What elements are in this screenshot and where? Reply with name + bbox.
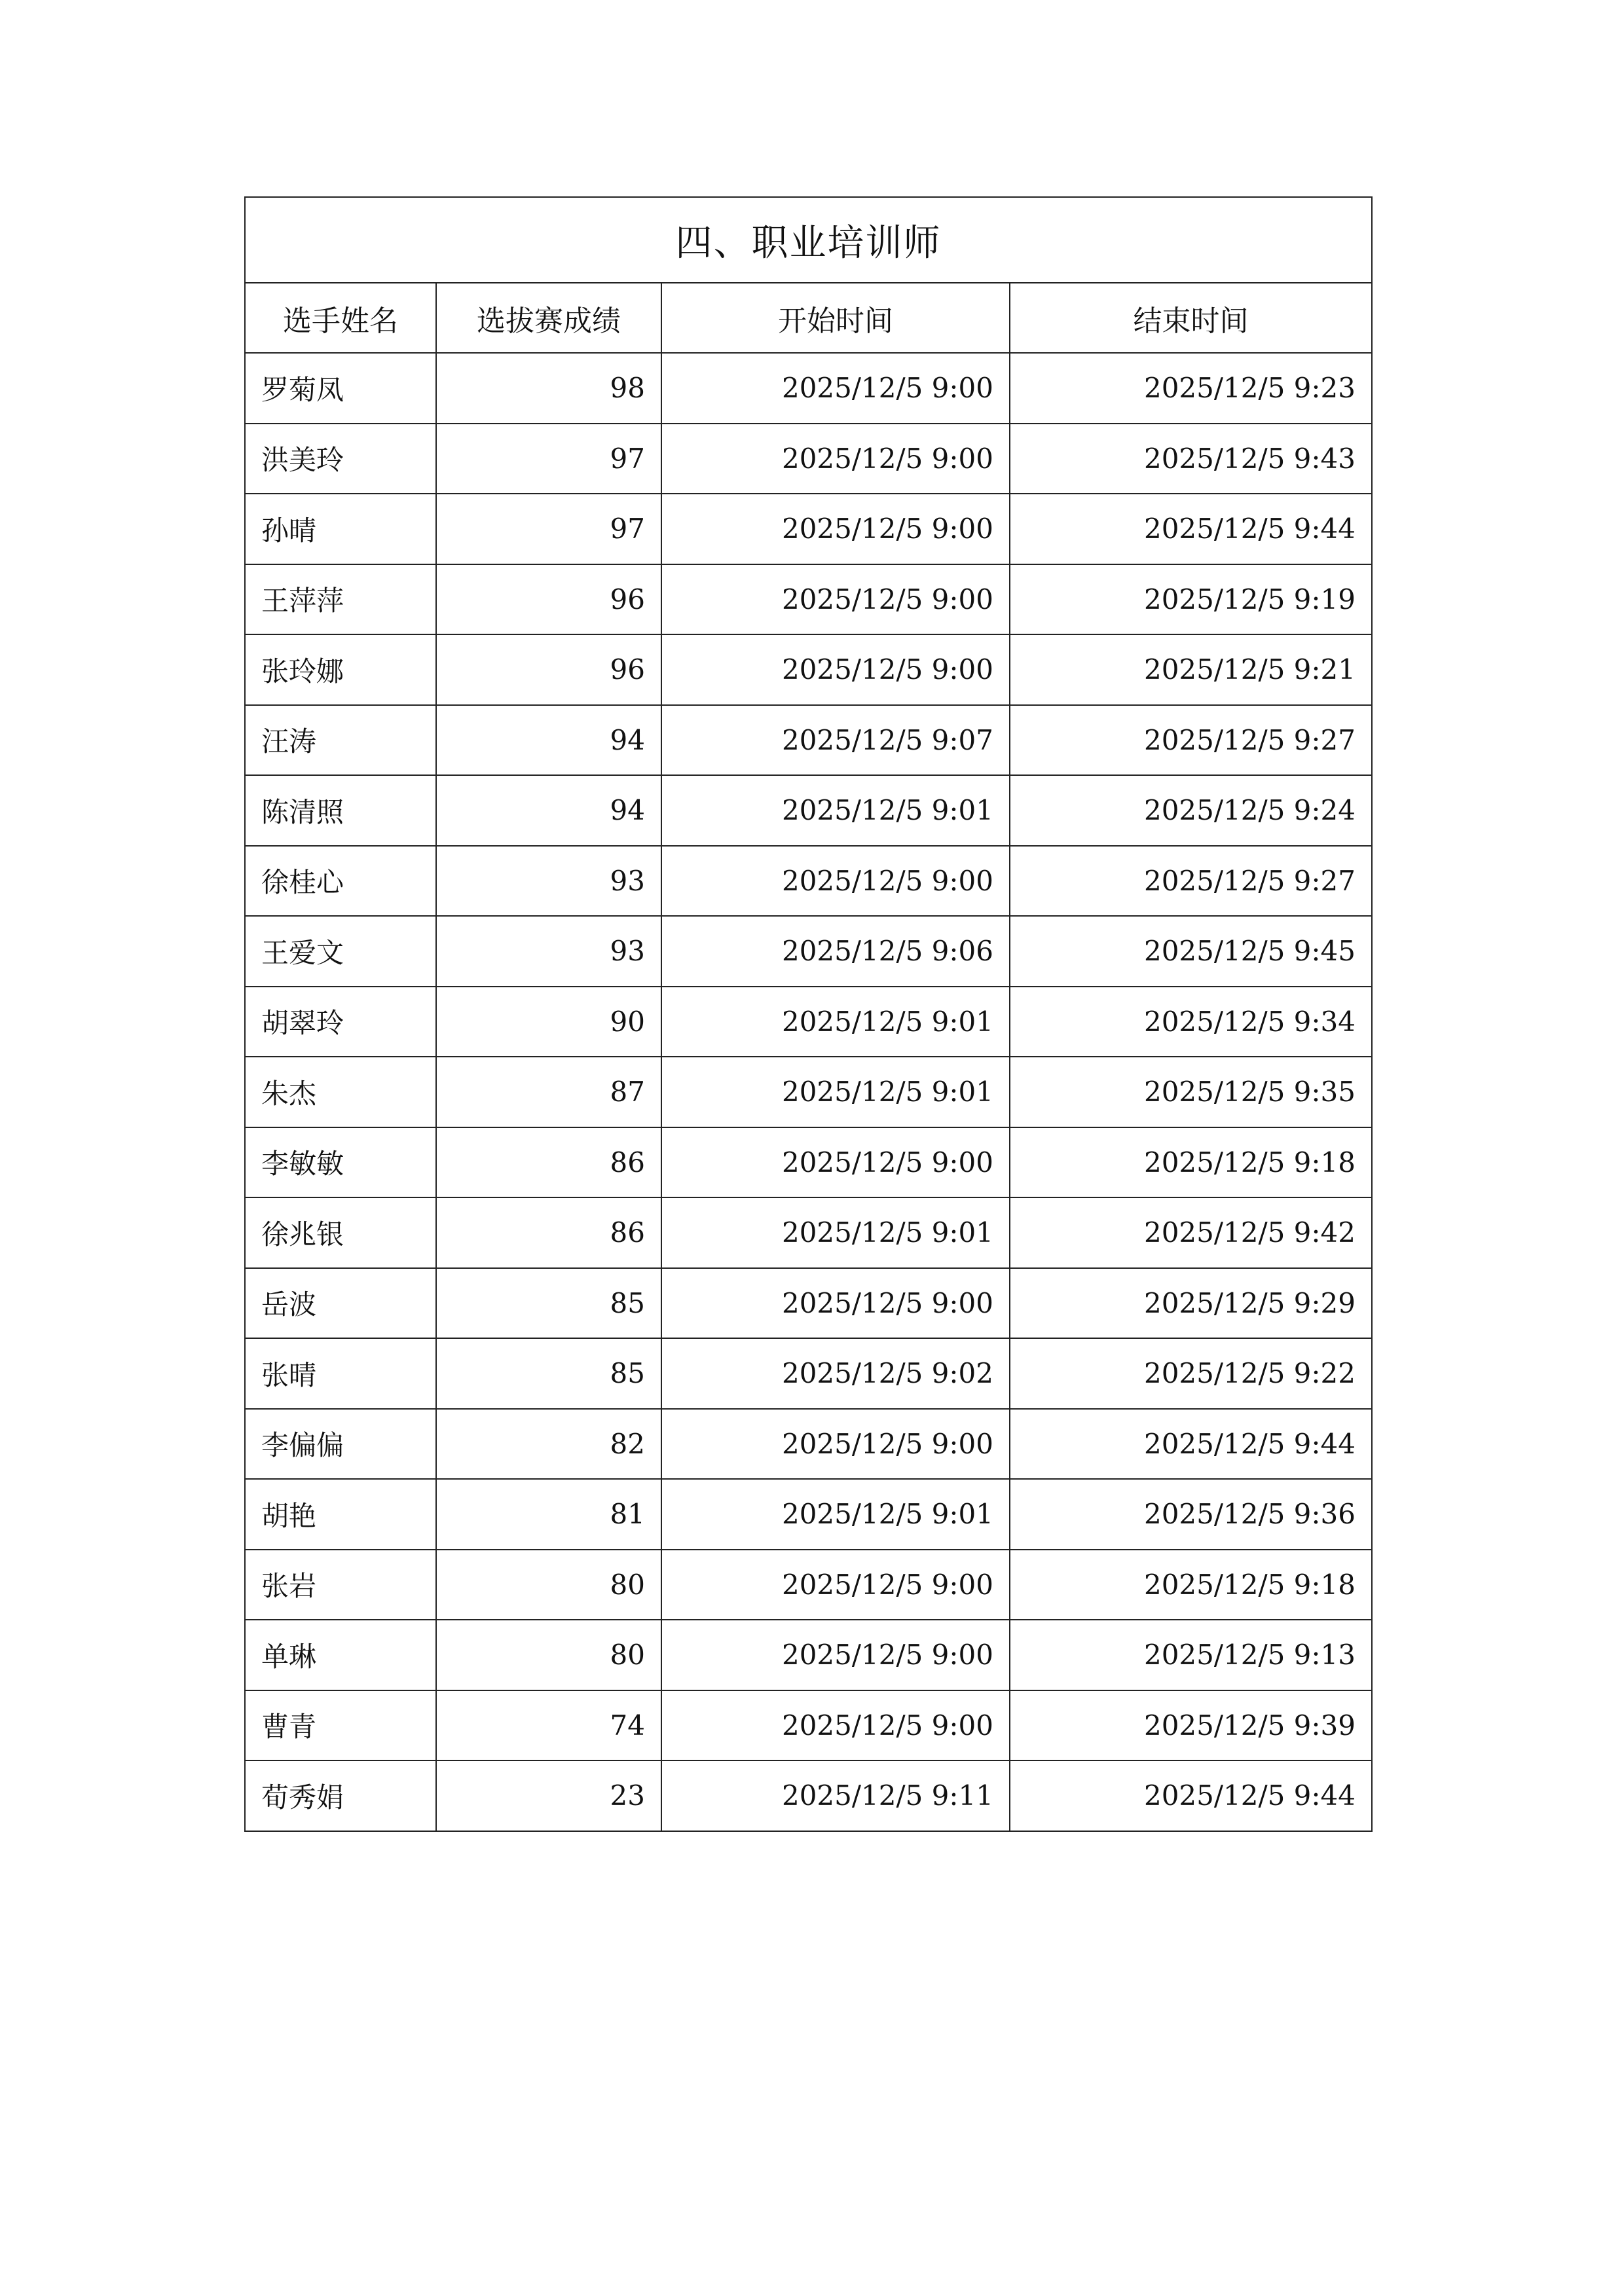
table-row: [245, 846, 1372, 917]
selection-score-cell: 87: [436, 1057, 661, 1127]
selection-score-cell: 80: [436, 1550, 661, 1620]
selection-score-cell: 85: [436, 1338, 661, 1409]
start-time-cell: 2025/12/5 9:00: [661, 1127, 1010, 1198]
table-row: [245, 705, 1372, 776]
end-time-cell: 2025/12/5 9:44: [1010, 494, 1372, 564]
contestant-name-cell: 张玲娜: [245, 634, 436, 705]
table-row: [245, 1409, 1372, 1480]
end-time-cell: 2025/12/5 9:19: [1010, 564, 1372, 635]
start-time-cell: 2025/12/5 9:01: [661, 1057, 1010, 1127]
table-row: [245, 1197, 1372, 1268]
start-time-cell: 2025/12/5 9:00: [661, 494, 1010, 564]
end-time-cell: 2025/12/5 9:36: [1010, 1479, 1372, 1550]
contestant-name-cell: 洪美玲: [245, 424, 436, 494]
selection-score-cell: 98: [436, 353, 661, 424]
contestant-name-cell: 陈清照: [245, 775, 436, 846]
contestant-name-cell: 李敏敏: [245, 1127, 436, 1198]
header-start-time: 开始时间: [661, 283, 1010, 353]
start-time-cell: 2025/12/5 9:02: [661, 1338, 1010, 1409]
contestant-name-cell: 朱杰: [245, 1057, 436, 1127]
header-name: 选手姓名: [245, 283, 436, 353]
table-row: [245, 1057, 1372, 1127]
table-body: [245, 353, 1372, 1831]
end-time-cell: 2025/12/5 9:27: [1010, 705, 1372, 776]
selection-score-cell: 86: [436, 1127, 661, 1198]
contestant-name-cell: 罗菊凤: [245, 353, 436, 424]
start-time-cell: 2025/12/5 9:00: [661, 564, 1010, 635]
contestant-name-cell: 王爱文: [245, 916, 436, 987]
end-time-cell: 2025/12/5 9:27: [1010, 846, 1372, 917]
end-time-cell: 2025/12/5 9:18: [1010, 1127, 1372, 1198]
end-time-cell: 2025/12/5 9:18: [1010, 1550, 1372, 1620]
start-time-cell: 2025/12/5 9:06: [661, 916, 1010, 987]
table-row: [245, 775, 1372, 846]
table-row: [245, 564, 1372, 635]
table-row: [245, 916, 1372, 987]
start-time-cell: 2025/12/5 9:00: [661, 424, 1010, 494]
start-time-cell: 2025/12/5 9:00: [661, 634, 1010, 705]
start-time-cell: 2025/12/5 9:01: [661, 1479, 1010, 1550]
selection-score-cell: 80: [436, 1620, 661, 1690]
table-row: [245, 987, 1372, 1057]
contestant-name-cell: 徐兆银: [245, 1197, 436, 1268]
start-time-cell: 2025/12/5 9:01: [661, 1197, 1010, 1268]
selection-score-cell: 74: [436, 1690, 661, 1761]
selection-score-cell: 86: [436, 1197, 661, 1268]
contestant-name-cell: 张晴: [245, 1338, 436, 1409]
contestant-name-cell: 李偏偏: [245, 1409, 436, 1480]
end-time-cell: 2025/12/5 9:34: [1010, 987, 1372, 1057]
end-time-cell: 2025/12/5 9:39: [1010, 1690, 1372, 1761]
contestant-name-cell: 单琳: [245, 1620, 436, 1690]
selection-score-cell: 97: [436, 494, 661, 564]
contestant-name-cell: 孙晴: [245, 494, 436, 564]
contestant-name-cell: 王萍萍: [245, 564, 436, 635]
table-row: [245, 1550, 1372, 1620]
title-row: [245, 197, 1372, 283]
selection-score-cell: 94: [436, 775, 661, 846]
end-time-cell: 2025/12/5 9:24: [1010, 775, 1372, 846]
contestant-name-cell: 张岩: [245, 1550, 436, 1620]
contestant-name-cell: 荀秀娟: [245, 1760, 436, 1831]
start-time-cell: 2025/12/5 9:00: [661, 353, 1010, 424]
selection-score-cell: 97: [436, 424, 661, 494]
contestant-name-cell: 胡翠玲: [245, 987, 436, 1057]
score-table: [244, 196, 1373, 1832]
table-row: [245, 1620, 1372, 1690]
table-row: [245, 1268, 1372, 1339]
contestant-name-cell: 汪涛: [245, 705, 436, 776]
table-row: [245, 1760, 1372, 1831]
selection-score-cell: 82: [436, 1409, 661, 1480]
table-row: [245, 1690, 1372, 1761]
table-row: [245, 1127, 1372, 1198]
start-time-cell: 2025/12/5 9:00: [661, 1409, 1010, 1480]
end-time-cell: 2025/12/5 9:43: [1010, 424, 1372, 494]
start-time-cell: 2025/12/5 9:11: [661, 1760, 1010, 1831]
start-time-cell: 2025/12/5 9:00: [661, 1268, 1010, 1339]
selection-score-cell: 90: [436, 987, 661, 1057]
contestant-name-cell: 胡艳: [245, 1479, 436, 1550]
start-time-cell: 2025/12/5 9:01: [661, 775, 1010, 846]
end-time-cell: 2025/12/5 9:44: [1010, 1409, 1372, 1480]
end-time-cell: 2025/12/5 9:22: [1010, 1338, 1372, 1409]
table-row: [245, 424, 1372, 494]
selection-score-cell: 81: [436, 1479, 661, 1550]
end-time-cell: 2025/12/5 9:42: [1010, 1197, 1372, 1268]
start-time-cell: 2025/12/5 9:01: [661, 987, 1010, 1057]
start-time-cell: 2025/12/5 9:07: [661, 705, 1010, 776]
end-time-cell: 2025/12/5 9:21: [1010, 634, 1372, 705]
table-title: 四、职业培训师: [245, 197, 1372, 283]
selection-score-cell: 93: [436, 846, 661, 917]
table-row: [245, 1338, 1372, 1409]
selection-score-cell: 94: [436, 705, 661, 776]
selection-score-cell: 23: [436, 1760, 661, 1831]
start-time-cell: 2025/12/5 9:00: [661, 1550, 1010, 1620]
contestant-name-cell: 曹青: [245, 1690, 436, 1761]
start-time-cell: 2025/12/5 9:00: [661, 846, 1010, 917]
header-row: [245, 283, 1372, 353]
table-row: [245, 634, 1372, 705]
selection-score-cell: 96: [436, 564, 661, 635]
end-time-cell: 2025/12/5 9:29: [1010, 1268, 1372, 1339]
contestant-name-cell: 岳波: [245, 1268, 436, 1339]
end-time-cell: 2025/12/5 9:44: [1010, 1760, 1372, 1831]
end-time-cell: 2025/12/5 9:13: [1010, 1620, 1372, 1690]
start-time-cell: 2025/12/5 9:00: [661, 1690, 1010, 1761]
table-row: [245, 1479, 1372, 1550]
contestant-name-cell: 徐桂心: [245, 846, 436, 917]
header-score: 选拔赛成绩: [436, 283, 661, 353]
end-time-cell: 2025/12/5 9:35: [1010, 1057, 1372, 1127]
table-row: [245, 353, 1372, 424]
end-time-cell: 2025/12/5 9:45: [1010, 916, 1372, 987]
table-row: [245, 494, 1372, 564]
selection-score-cell: 93: [436, 916, 661, 987]
start-time-cell: 2025/12/5 9:00: [661, 1620, 1010, 1690]
end-time-cell: 2025/12/5 9:23: [1010, 353, 1372, 424]
selection-score-cell: 85: [436, 1268, 661, 1339]
header-end-time: 结束时间: [1010, 283, 1372, 353]
selection-score-cell: 96: [436, 634, 661, 705]
